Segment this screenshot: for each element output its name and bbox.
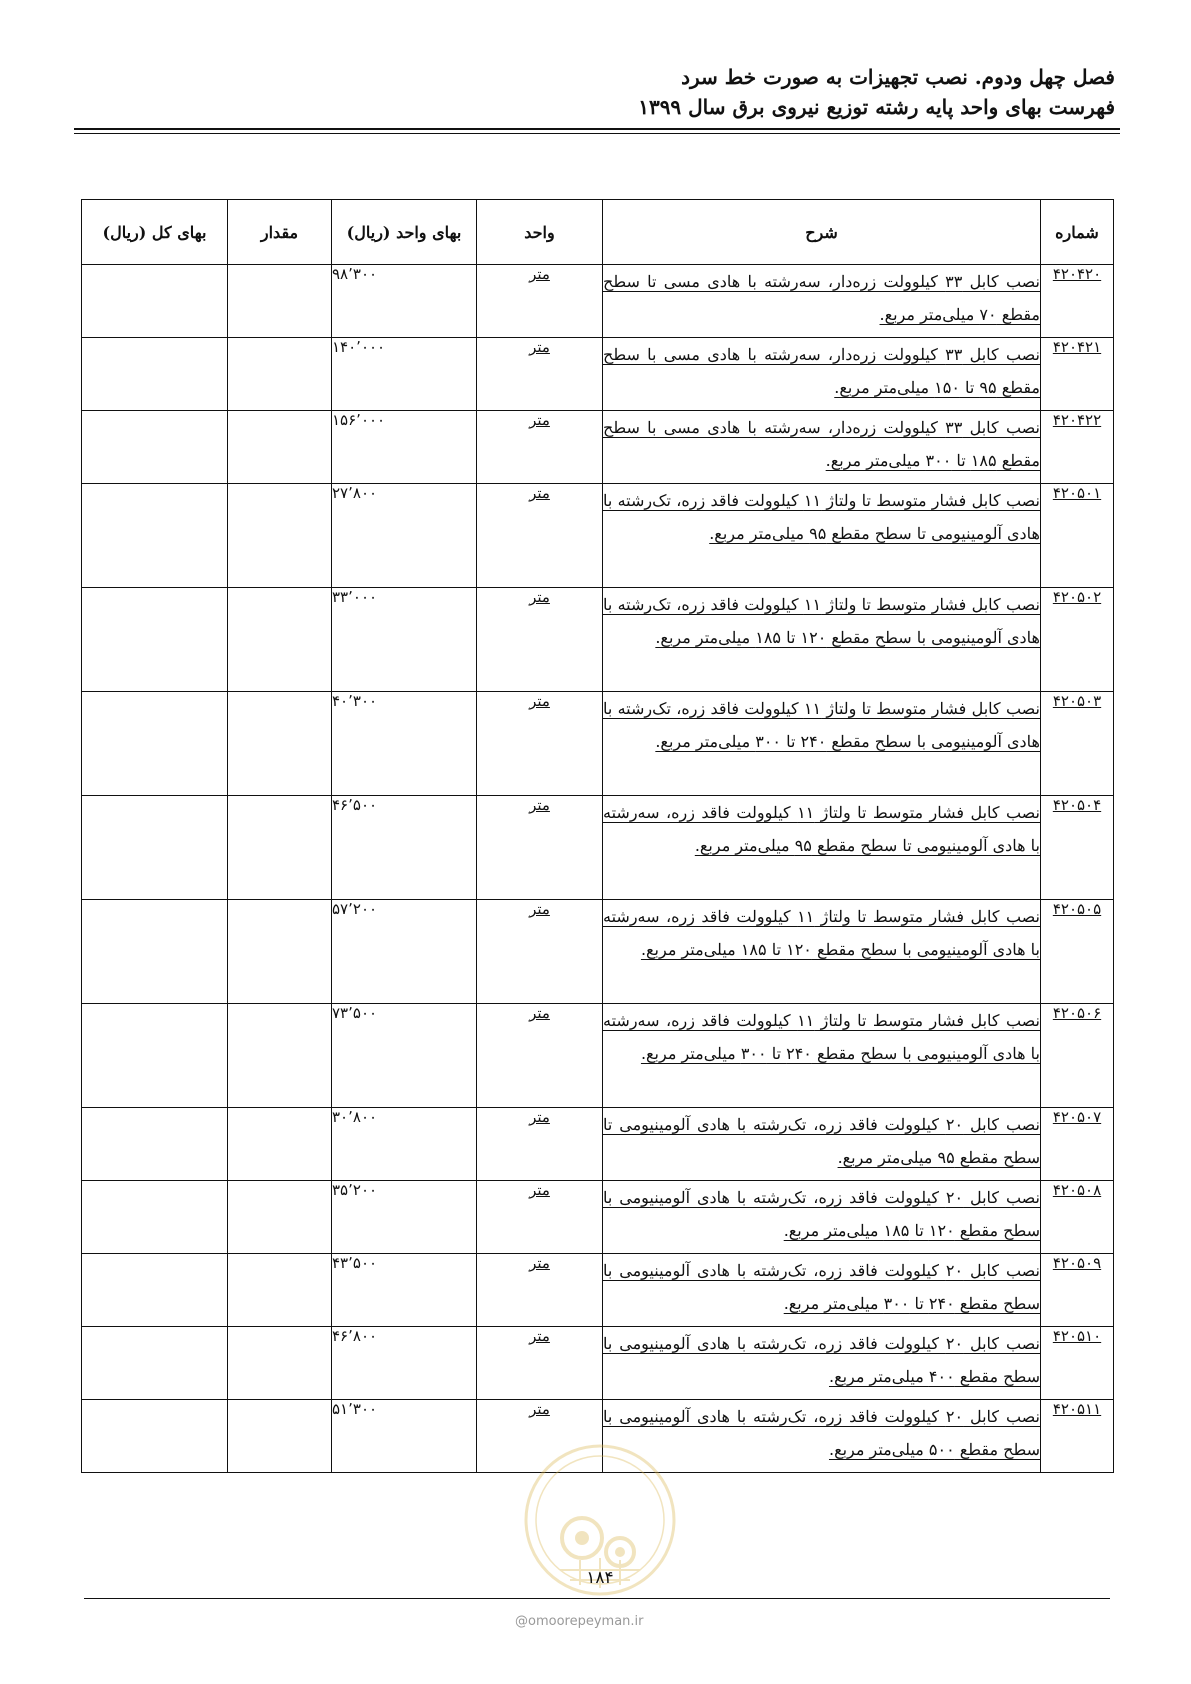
table-row [82,411,1114,484]
header-rule-thin [74,133,1120,134]
item-total-price [82,588,228,692]
item-description: نصب کابل فشار متوسط تا ولتاژ ۱۱ کیلوولت فاقد زره، تک‌رشته با هادی آلومینیومی با سطح مقطع ۱۲۰ تا ۱۸۵ میلی‌متر مربع. [603,595,1040,647]
table-row [82,1327,1114,1400]
item-description-cell [603,900,1041,1004]
item-code: ۴۲۰۴۲۰ [1052,265,1102,283]
chapter-title: فصل چهل ودوم. نصب تجهیزات به صورت خط سرد [681,65,1115,89]
table-row [82,338,1114,411]
item-total-price [82,900,228,1004]
item-code: ۴۲۰۵۰۴ [1052,796,1102,814]
item-unit: متر [529,484,550,502]
item-unit-price: ۴۳٬۵۰۰ [332,1254,477,1327]
item-code-cell [1041,484,1114,588]
page-header [638,62,1115,122]
table-row [82,1108,1114,1181]
item-unit-price: ۹۸٬۳۰۰ [332,265,477,338]
item-unit-price: ۴۶٬۵۰۰ [332,796,477,900]
item-description-cell [603,411,1041,484]
item-unit-cell [477,265,603,338]
item-unit-cell [477,900,603,1004]
column-header-unit: واحد [477,200,603,265]
item-unit-cell [477,1254,603,1327]
column-header-unit-price: بهای واحد (ریال) [332,200,477,265]
item-total-price [82,1400,228,1473]
item-code-cell [1041,338,1114,411]
table-row [82,796,1114,900]
column-header-total-price: بهای کل (ریال) [82,200,228,265]
item-description-cell [603,1108,1041,1181]
item-unit: متر [529,692,550,710]
item-description: نصب کابل فشار متوسط تا ولتاژ ۱۱ کیلوولت فاقد زره، تک‌رشته با هادی آلومینیومی تا سطح مقطع ۹۵ میلی‌متر مربع. [603,491,1040,543]
item-description: نصب کابل ۲۰ کیلوولت فاقد زره، تک‌رشته با هادی آلومینیومی با سطح مقطع ۴۰۰ میلی‌متر مربع. [603,1334,1040,1386]
item-total-price [82,484,228,588]
item-total-price [82,1327,228,1400]
item-code-cell [1041,1108,1114,1181]
item-description-cell [603,338,1041,411]
item-unit-cell [477,484,603,588]
item-description-cell [603,265,1041,338]
item-description: نصب کابل ۳۳ کیلوولت زره‌دار، سه‌رشته با هادی مسی تا سطح مقطع ۷۰ میلی‌متر مربع. [603,272,1040,324]
item-unit: متر [529,265,550,283]
item-code: ۴۲۰۴۲۲ [1052,411,1102,429]
item-description: نصب کابل ۲۰ کیلوولت فاقد زره، تک‌رشته با هادی آلومینیومی با سطح مقطع ۲۴۰ تا ۳۰۰ میلی‌متر مربع. [603,1261,1040,1313]
item-code: ۴۲۰۵۰۷ [1052,1108,1102,1126]
item-description: نصب کابل فشار متوسط تا ولتاژ ۱۱ کیلوولت فاقد زره، سه‌رشته با هادی آلومینیومی با سطح مقطع ۱۲۰ تا ۱۸۵ میلی‌متر مربع. [603,907,1040,959]
item-description-cell [603,1327,1041,1400]
item-description: نصب کابل فشار متوسط تا ولتاژ ۱۱ کیلوولت فاقد زره، سه‌رشته با هادی آلومینیومی با سطح مقطع ۲۴۰ تا ۳۰۰ میلی‌متر مربع. [603,1011,1040,1063]
item-code: ۴۲۰۵۰۲ [1052,588,1102,606]
item-code: ۴۲۰۴۲۱ [1052,338,1102,356]
item-code: ۴۲۰۵۰۹ [1052,1254,1102,1272]
item-unit: متر [529,900,550,918]
item-unit: متر [529,1254,550,1272]
item-code-cell [1041,588,1114,692]
item-unit-price: ۲۷٬۸۰۰ [332,484,477,588]
item-description-cell [603,484,1041,588]
item-code: ۴۲۰۵۰۸ [1052,1181,1102,1199]
item-description: نصب کابل ۲۰ کیلوولت فاقد زره، تک‌رشته با هادی آلومینیومی تا سطح مقطع ۹۵ میلی‌متر مربع. [603,1115,1040,1167]
item-quantity [228,338,332,411]
item-total-price [82,1004,228,1108]
item-total-price [82,1108,228,1181]
item-unit: متر [529,1327,550,1345]
item-quantity [228,1327,332,1400]
item-description: نصب کابل فشار متوسط تا ولتاژ ۱۱ کیلوولت فاقد زره، سه‌رشته با هادی آلومینیومی تا سطح مقطع ۹۵ میلی‌متر مربع. [603,803,1040,855]
table-row [82,900,1114,1004]
table-row [82,588,1114,692]
item-code: ۴۲۰۵۱۱ [1052,1400,1102,1418]
item-description: نصب کابل ۳۳ کیلوولت زره‌دار، سه‌رشته با هادی مسی با سطح مقطع ۹۵ تا ۱۵۰ میلی‌متر مربع. [603,345,1040,397]
item-quantity [228,411,332,484]
item-unit-cell [477,588,603,692]
table-row [82,692,1114,796]
item-description: نصب کابل ۲۰ کیلوولت فاقد زره، تک‌رشته با هادی آلومینیومی با سطح مقطع ۱۲۰ تا ۱۸۵ میلی‌متر مربع. [603,1188,1040,1240]
item-code-cell [1041,265,1114,338]
item-quantity [228,1400,332,1473]
item-total-price [82,1181,228,1254]
item-quantity [228,588,332,692]
item-code-cell [1041,1004,1114,1108]
item-total-price [82,411,228,484]
item-unit-cell [477,1181,603,1254]
header-rule-thick [74,128,1120,130]
item-total-price [82,1254,228,1327]
item-total-price [82,265,228,338]
item-unit-price: ۵۱٬۳۰۰ [332,1400,477,1473]
price-table [81,199,1114,1473]
item-description-cell [603,1004,1041,1108]
item-unit-cell [477,796,603,900]
item-unit-price: ۵۷٬۲۰۰ [332,900,477,1004]
item-unit-cell [477,1004,603,1108]
item-code-cell [1041,1254,1114,1327]
item-description: نصب کابل ۳۳ کیلوولت زره‌دار، سه‌رشته با هادی مسی با سطح مقطع ۱۸۵ تا ۳۰۰ میلی‌متر مربع. [603,418,1040,470]
price-list-title: فهرست بهای واحد پایه رشته توزیع نیروی برق سال ۱۳۹۹ [638,95,1115,119]
item-code-cell [1041,411,1114,484]
table-row [82,1181,1114,1254]
item-description: نصب کابل ۲۰ کیلوولت فاقد زره، تک‌رشته با هادی آلومینیومی با سطح مقطع ۵۰۰ میلی‌متر مربع. [603,1407,1040,1459]
item-total-price [82,692,228,796]
item-unit-price: ۴۰٬۳۰۰ [332,692,477,796]
item-total-price [82,796,228,900]
column-header-description: شرح [603,200,1041,265]
item-code-cell [1041,796,1114,900]
item-code: ۴۲۰۵۰۱ [1052,484,1102,502]
table-row [82,1254,1114,1327]
item-code: ۴۲۰۵۰۳ [1052,692,1102,710]
item-unit-price: ۳۵٬۲۰۰ [332,1181,477,1254]
item-code-cell [1041,1181,1114,1254]
item-quantity [228,1254,332,1327]
page-number: ۱۸۴ [586,1568,614,1588]
item-unit: متر [529,1181,550,1199]
item-code-cell [1041,900,1114,1004]
item-unit-price: ۴۶٬۸۰۰ [332,1327,477,1400]
item-quantity [228,265,332,338]
item-code: ۴۲۰۵۰۶ [1052,1004,1102,1022]
item-quantity [228,796,332,900]
item-unit-price: ۱۴۰٬۰۰۰ [332,338,477,411]
item-unit-price: ۳۳٬۰۰۰ [332,588,477,692]
item-total-price [82,338,228,411]
item-description-cell [603,588,1041,692]
item-description-cell [603,796,1041,900]
table-row [82,1004,1114,1108]
table-header-row [82,200,1114,265]
item-unit: متر [529,588,550,606]
item-code-cell [1041,1400,1114,1473]
item-quantity [228,900,332,1004]
item-unit-price: ۱۵۶٬۰۰۰ [332,411,477,484]
column-header-code: شماره [1041,200,1114,265]
item-unit: متر [529,796,550,814]
item-unit: متر [529,1004,550,1022]
footer-rule [84,1598,1110,1599]
item-unit-price: ۷۳٬۵۰۰ [332,1004,477,1108]
item-description: نصب کابل فشار متوسط تا ولتاژ ۱۱ کیلوولت فاقد زره، تک‌رشته با هادی آلومینیومی با سطح مقطع ۲۴۰ تا ۳۰۰ میلی‌متر مربع. [603,699,1040,751]
item-unit: متر [529,1108,550,1126]
item-quantity [228,692,332,796]
item-code: ۴۲۰۵۰۵ [1052,900,1102,918]
item-unit-cell [477,1108,603,1181]
item-description-cell [603,1181,1041,1254]
item-quantity [228,1108,332,1181]
item-code-cell [1041,692,1114,796]
item-unit: متر [529,411,550,429]
column-header-quantity: مقدار [228,200,332,265]
item-quantity [228,484,332,588]
item-unit: متر [529,1400,550,1418]
item-unit-cell [477,411,603,484]
item-description-cell [603,1254,1041,1327]
table-row [82,265,1114,338]
item-unit-cell [477,1327,603,1400]
table-row [82,484,1114,588]
item-unit-cell [477,692,603,796]
item-unit-price: ۳۰٬۸۰۰ [332,1108,477,1181]
item-quantity [228,1181,332,1254]
item-code-cell [1041,1327,1114,1400]
item-unit: متر [529,338,550,356]
item-unit-cell [477,338,603,411]
website-watermark: @omoorepeyman.ir [515,1614,644,1629]
item-code: ۴۲۰۵۱۰ [1052,1327,1102,1345]
item-description-cell [603,692,1041,796]
item-quantity [228,1004,332,1108]
